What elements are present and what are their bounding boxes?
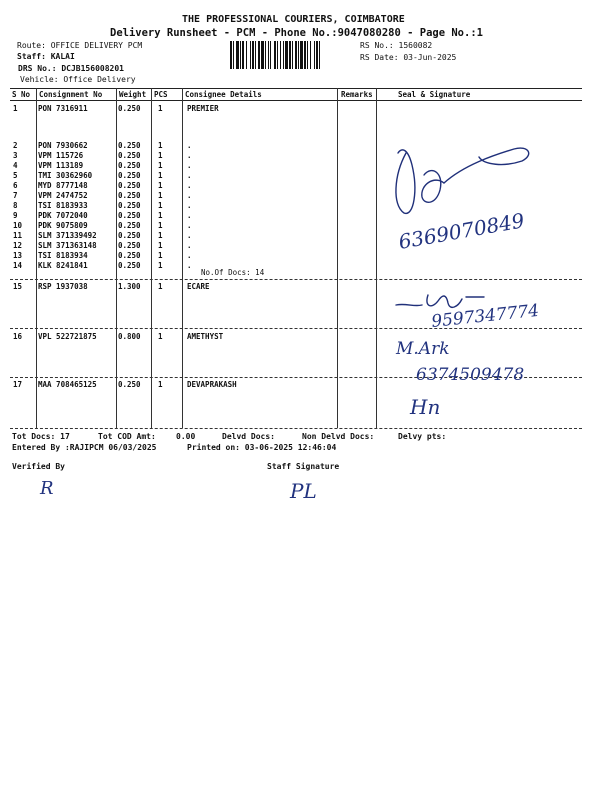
barcode-bar: [250, 41, 251, 69]
barcode-bar: [292, 41, 293, 69]
sno-cell: 7: [13, 191, 18, 200]
barcode-bar: [300, 41, 303, 69]
pcs-cell: 1: [158, 151, 163, 160]
consignee-cell: DEVAPRAKASH: [187, 380, 237, 389]
col-consignee: Consignee Details: [185, 90, 262, 99]
sno-cell: 12: [13, 241, 23, 250]
barcode-bar: [316, 41, 318, 69]
drs-number: DRS No.: DCJB156008201: [18, 64, 124, 73]
weight-cell: 0.250: [118, 251, 141, 260]
consignment-cell: VPM 2474752: [38, 191, 88, 200]
handwritten-phone-2: 9597347774: [430, 300, 541, 332]
weight-cell: 0.250: [118, 201, 141, 210]
pcs-cell: 1: [158, 231, 163, 240]
sno-cell: 15: [13, 282, 23, 291]
consignee-cell: .: [187, 261, 192, 270]
weight-cell: 0.250: [118, 181, 141, 190]
header-bottom-rule: [10, 100, 582, 101]
consignment-cell: VPM 115726: [38, 151, 84, 160]
barcode-bar: [268, 41, 269, 69]
delivered-docs: Delvd Docs:: [222, 432, 275, 441]
consignee-cell: .: [187, 171, 192, 180]
consignee-cell: .: [187, 191, 192, 200]
consignment-cell: TMI 30362960: [38, 171, 93, 180]
barcode-bar: [307, 41, 308, 69]
handwritten-mark-4: Hn: [410, 395, 441, 419]
handwritten-signature-4: [408, 392, 468, 422]
pcs-cell: 1: [158, 332, 163, 341]
barcode-bar: [277, 41, 278, 69]
weight-cell: 1.300: [118, 282, 141, 291]
pcs-cell: 1: [158, 221, 163, 230]
sno-cell: 1: [13, 104, 18, 113]
non-delivered-docs: Non Delvd Docs:: [302, 432, 375, 441]
handwritten-signature-1: [384, 135, 584, 260]
pcs-cell: 1: [158, 282, 163, 291]
entered-by: Entered By :RAJIPCM 06/03/2025: [12, 443, 157, 452]
barcode: [230, 41, 356, 69]
printed-on: Printed on: 03-06-2025 12:46:04: [187, 443, 337, 452]
pcs-cell: 1: [158, 104, 163, 113]
barcode-bar: [298, 41, 299, 69]
verified-initials-text: R: [40, 478, 54, 499]
sno-cell: 6: [13, 181, 18, 190]
consignment-cell: RSP 1937038: [38, 282, 88, 291]
row-separator: [10, 428, 582, 429]
consignee-cell: .: [187, 211, 192, 220]
weight-cell: 0.250: [118, 211, 141, 220]
weight-cell: 0.800: [118, 332, 141, 341]
consignment-cell: PON 7316911: [38, 104, 88, 113]
total-cod-label: Tot COD Amt:: [98, 432, 156, 441]
barcode-bar: [285, 41, 288, 69]
weight-cell: 0.250: [118, 261, 141, 270]
col-pcs: PCS: [154, 90, 168, 99]
barcode-bar: [255, 41, 256, 69]
col-consignment: Consignment No: [39, 90, 103, 99]
num-docs: No.Of Docs: 14: [201, 268, 265, 277]
consignment-cell: VPL 522721875: [38, 332, 97, 341]
consignee-cell: .: [187, 241, 192, 250]
barcode-bar: [304, 41, 306, 69]
handwritten-phone-1: 6369070849: [396, 208, 527, 254]
consignment-cell: SLM 371363148: [38, 241, 97, 250]
consignee-cell: .: [187, 251, 192, 260]
rs-date: RS Date: 03-Jun-2025: [360, 53, 457, 62]
staff-signature-initials: [288, 476, 338, 504]
weight-cell: 0.250: [118, 191, 141, 200]
handwritten-name-3: M.Ark: [396, 339, 450, 359]
consignment-cell: SLM 371339492: [38, 231, 97, 240]
handwritten-signature-2: [392, 287, 582, 332]
barcode-bar: [314, 41, 315, 69]
pcs-cell: 1: [158, 141, 163, 150]
barcode-bar: [265, 41, 266, 69]
weight-cell: 0.250: [118, 171, 141, 180]
consignment-cell: MAA 708465125: [38, 380, 97, 389]
consignee-cell: .: [187, 151, 192, 160]
consignment-cell: PON 7930662: [38, 141, 88, 150]
col-remarks: Remarks: [341, 90, 373, 99]
barcode-bar: [280, 41, 281, 69]
row-separator: [10, 279, 582, 280]
total-docs: Tot Docs: 17: [12, 432, 70, 441]
consignee-cell: .: [187, 141, 192, 150]
staff-signature-label: Staff Signature: [267, 462, 340, 471]
pcs-cell: 1: [158, 211, 163, 220]
rs-number: RS No.: 1560082: [360, 41, 433, 50]
table-top-rule: [10, 88, 582, 89]
staff-initials-text: PL: [290, 479, 317, 503]
runsheet-title: Delivery Runsheet - PCM - Phone No.:9047080280 - Page No.:1: [110, 27, 483, 39]
total-cod-value: 0.00: [176, 432, 196, 441]
barcode-bar: [261, 41, 264, 69]
consignment-cell: KLK 8241841: [38, 261, 88, 270]
consignee-cell: .: [187, 161, 192, 170]
vehicle-label: Vehicle: Office Delivery: [20, 75, 136, 84]
sno-cell: 4: [13, 161, 18, 170]
barcode-bar: [230, 41, 232, 69]
barcode-bar: [274, 41, 276, 69]
consignee-cell: .: [187, 221, 192, 230]
weight-cell: 0.250: [118, 221, 141, 230]
barcode-bar: [240, 41, 241, 69]
barcode-bar: [310, 41, 311, 69]
sno-cell: 2: [13, 141, 18, 150]
pcs-cell: 1: [158, 161, 163, 170]
pcs-cell: 1: [158, 191, 163, 200]
consignment-cell: PDK 9075809: [38, 221, 88, 230]
barcode-bar: [283, 41, 284, 69]
consignee-cell: .: [187, 181, 192, 190]
pcs-cell: 1: [158, 261, 163, 270]
staff-label: Staff: KALAI: [17, 52, 75, 61]
barcode-bar: [289, 41, 291, 69]
consignment-cell: PDK 7072040: [38, 211, 88, 220]
pcs-cell: 1: [158, 251, 163, 260]
verified-by-initials: [38, 474, 78, 500]
barcode-bar: [258, 41, 260, 69]
handwritten-signature-3: [390, 334, 580, 384]
weight-cell: 0.250: [118, 241, 141, 250]
pcs-cell: 1: [158, 201, 163, 210]
barcode-bar: [270, 41, 271, 69]
col-seal-signature: Seal & Signature: [398, 90, 471, 99]
sno-cell: 10: [13, 221, 23, 230]
weight-cell: 0.250: [118, 380, 141, 389]
col-sno: S No: [12, 90, 31, 99]
weight-cell: 0.250: [118, 151, 141, 160]
sno-cell: 9: [13, 211, 18, 220]
consignee-cell: AMETHYST: [187, 332, 224, 341]
pcs-cell: 1: [158, 241, 163, 250]
col-weight: Weight: [119, 90, 147, 99]
pcs-cell: 1: [158, 181, 163, 190]
route-label: Route: OFFICE DELIVERY PCM: [17, 41, 143, 50]
verified-by-label: Verified By: [12, 462, 65, 471]
weight-cell: 0.250: [118, 161, 141, 170]
sno-cell: 14: [13, 261, 23, 270]
consignee-cell: ECARE: [187, 282, 210, 291]
consignee-cell: .: [187, 231, 192, 240]
barcode-bar: [242, 41, 244, 69]
pcs-cell: 1: [158, 380, 163, 389]
consignment-cell: TSI 8183933: [38, 201, 88, 210]
weight-cell: 0.250: [118, 141, 141, 150]
pcs-cell: 1: [158, 171, 163, 180]
weight-cell: 0.250: [118, 104, 141, 113]
consignee-cell: PREMIER: [187, 104, 219, 113]
barcode-bar: [252, 41, 254, 69]
sno-cell: 17: [13, 380, 23, 389]
weight-cell: 0.250: [118, 231, 141, 240]
consignee-cell: .: [187, 201, 192, 210]
consignment-cell: TSI 8183934: [38, 251, 88, 260]
consignment-cell: VPM 113189: [38, 161, 84, 170]
delivery-points: Delvy pts:: [398, 432, 447, 441]
sno-cell: 11: [13, 231, 23, 240]
sno-cell: 3: [13, 151, 18, 160]
barcode-bar: [319, 41, 320, 69]
sno-cell: 16: [13, 332, 23, 341]
barcode-bar: [233, 41, 234, 69]
company-name: THE PROFESSIONAL COURIERS, COIMBATORE: [182, 14, 405, 25]
handwritten-phone-3: 6374509478: [416, 365, 525, 384]
consignment-cell: MYD 8777148: [38, 181, 88, 190]
sno-cell: 8: [13, 201, 18, 210]
sno-cell: 13: [13, 251, 23, 260]
barcode-bar: [236, 41, 239, 69]
sno-cell: 5: [13, 171, 18, 180]
barcode-bar: [246, 41, 247, 69]
barcode-bar: [295, 41, 297, 69]
